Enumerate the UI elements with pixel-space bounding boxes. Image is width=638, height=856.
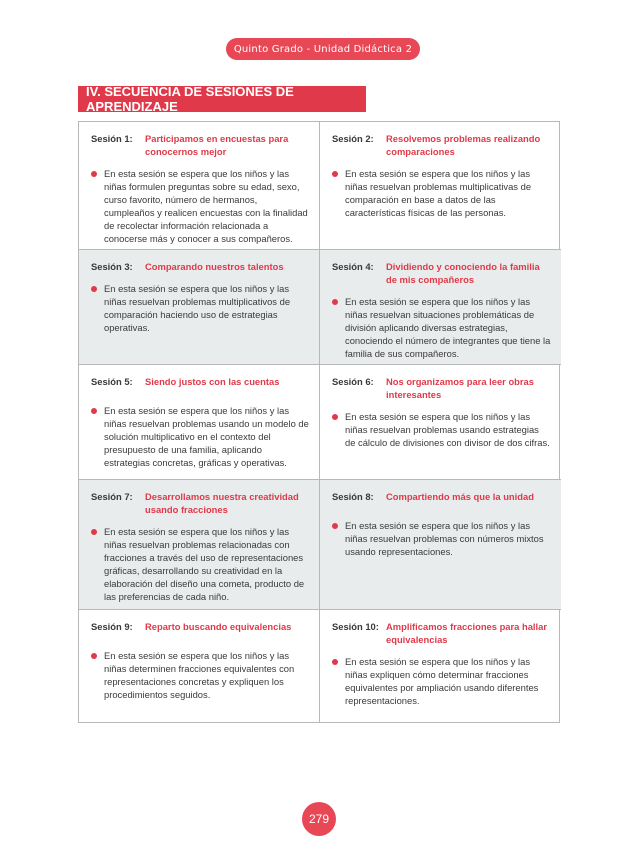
bullet-icon bbox=[91, 529, 97, 535]
section-title-text: IV. SECUENCIA DE SESIONES DE APRENDIZAJE bbox=[86, 84, 294, 114]
session-title: Desarrollamos nuestra creatividad usando fracciones bbox=[145, 491, 299, 515]
sessions-table bbox=[78, 121, 560, 723]
session-description bbox=[91, 167, 309, 245]
session-text: En esta sesión se espera que los niños y las niñas resuelvan problemas relacionadas con fracciones a través del uso de representaciones gráficas, desarrollando su creatividad en la elaboración del diseño una cometa, producto de las preferencias de cada niño. bbox=[104, 526, 305, 602]
session-description bbox=[332, 295, 551, 360]
session-text: En esta sesión se espera que los niños y las niñas determinen fracciones equivalentes con representaciones concretas y expliquen los procedimientos seguidos. bbox=[104, 650, 295, 700]
bullet-icon bbox=[332, 171, 338, 177]
session-header bbox=[332, 375, 551, 401]
session-text: En esta sesión se espera que los niños y las niñas resuelvan problemas con números mixtos usando representaciones. bbox=[345, 520, 544, 557]
section-title-bar bbox=[78, 86, 366, 112]
session-title: Reparto buscando equivalencias bbox=[145, 621, 292, 632]
session-title: Dividiendo y conociendo la familia de mis compañeros bbox=[386, 261, 540, 285]
session-text: En esta sesión se espera que los niños y las niñas resuelvan situaciones problemáticas de división aplicando diversas estrategias, conociendo el número de integrantes que tiene la familia de sus compañeros. bbox=[345, 296, 551, 359]
session-text: En esta sesión se espera que los niños y las niñas formulen preguntas sobre su edad, sexo, curso favorito, número de hermanos, cumpleaños y realicen encuestas con la finalidad de recolectar información relacionada a conocerse más y conocer a sus compañeros. bbox=[104, 168, 308, 244]
session-cell-6 bbox=[320, 365, 561, 480]
session-cell-5 bbox=[79, 365, 320, 480]
session-cell-9 bbox=[79, 610, 320, 722]
session-description bbox=[332, 519, 551, 558]
session-title: Nos organizamos para leer obras interesantes bbox=[386, 376, 534, 400]
session-header bbox=[332, 132, 551, 158]
session-title: Comparando nuestros talentos bbox=[145, 261, 284, 272]
session-label: Sesión 8: bbox=[332, 491, 374, 502]
session-label: Sesión 4: bbox=[332, 261, 374, 272]
session-label: Sesión 7: bbox=[91, 491, 133, 502]
session-text: En esta sesión se espera que los niños y las niñas expliquen cómo determinar fracciones equivalentes por ampliación usando diferentes representaciones. bbox=[345, 656, 539, 706]
session-header bbox=[91, 375, 309, 388]
session-text: En esta sesión se espera que los niños y las niñas resuelvan problemas usando un modelo de solución multiplicativo en el contexto del presupuesto de una familia, aplicando estrategias concretas, gráficas y operativas. bbox=[104, 405, 309, 468]
bullet-icon bbox=[332, 659, 338, 665]
session-label: Sesión 3: bbox=[91, 261, 133, 272]
session-text: En esta sesión se espera que los niños y las niñas resuelvan problemas multiplicativos de comparación haciendo uso de estrategias operativas. bbox=[104, 283, 291, 333]
session-cell-4 bbox=[320, 250, 561, 365]
bullet-icon bbox=[332, 523, 338, 529]
session-text: En esta sesión se espera que los niños y las niñas resuelvan problemas multiplicativas de comparación en base a datos de las características físicas de las personas. bbox=[345, 168, 532, 218]
session-header bbox=[91, 490, 309, 516]
bullet-icon bbox=[332, 414, 338, 420]
session-header bbox=[332, 260, 551, 286]
session-description bbox=[332, 167, 551, 219]
bullet-icon bbox=[91, 653, 97, 659]
unit-header-text: Quinto Grado - Unidad Didáctica 2 bbox=[233, 43, 413, 55]
session-cell-7 bbox=[79, 480, 320, 610]
session-title: Amplificamos fracciones para hallar equivalencias bbox=[386, 621, 548, 645]
bullet-icon bbox=[91, 408, 97, 414]
session-label: Sesión 5: bbox=[91, 376, 133, 387]
session-label: Sesión 10: bbox=[332, 621, 379, 632]
session-cell-1 bbox=[79, 122, 320, 250]
session-description bbox=[332, 655, 551, 707]
session-cell-10 bbox=[320, 610, 561, 722]
session-cell-3 bbox=[79, 250, 320, 365]
session-header bbox=[332, 620, 551, 646]
session-header bbox=[91, 620, 309, 633]
session-description bbox=[91, 649, 309, 701]
session-description bbox=[91, 525, 309, 603]
session-label: Sesión 1: bbox=[91, 133, 133, 144]
session-cell-8 bbox=[320, 480, 561, 610]
bullet-icon bbox=[91, 286, 97, 292]
unit-header-badge bbox=[226, 38, 420, 60]
session-description bbox=[91, 282, 309, 334]
session-title: Resolvemos problemas realizando comparaciones bbox=[386, 133, 541, 157]
page-number: 279 bbox=[308, 812, 330, 826]
bullet-icon bbox=[332, 299, 338, 305]
session-header bbox=[91, 132, 309, 158]
session-label: Sesión 9: bbox=[91, 621, 133, 632]
session-title: Participamos en encuestas para conocernos mejor bbox=[145, 133, 289, 157]
session-description bbox=[91, 404, 309, 469]
bullet-icon bbox=[91, 171, 97, 177]
session-title: Compartiendo más que la unidad bbox=[386, 491, 534, 502]
session-label: Sesión 6: bbox=[332, 376, 374, 387]
session-label: Sesión 2: bbox=[332, 133, 374, 144]
session-title: Siendo justos con las cuentas bbox=[145, 376, 280, 387]
session-header bbox=[91, 260, 309, 273]
session-text: En esta sesión se espera que los niños y las niñas resuelvan problemas usando estrategias de cálculo de divisiones con divisor de dos cifras. bbox=[345, 411, 550, 448]
page-number-badge bbox=[302, 802, 336, 836]
session-cell-2 bbox=[320, 122, 561, 250]
session-header bbox=[332, 490, 551, 503]
session-description bbox=[332, 410, 551, 449]
